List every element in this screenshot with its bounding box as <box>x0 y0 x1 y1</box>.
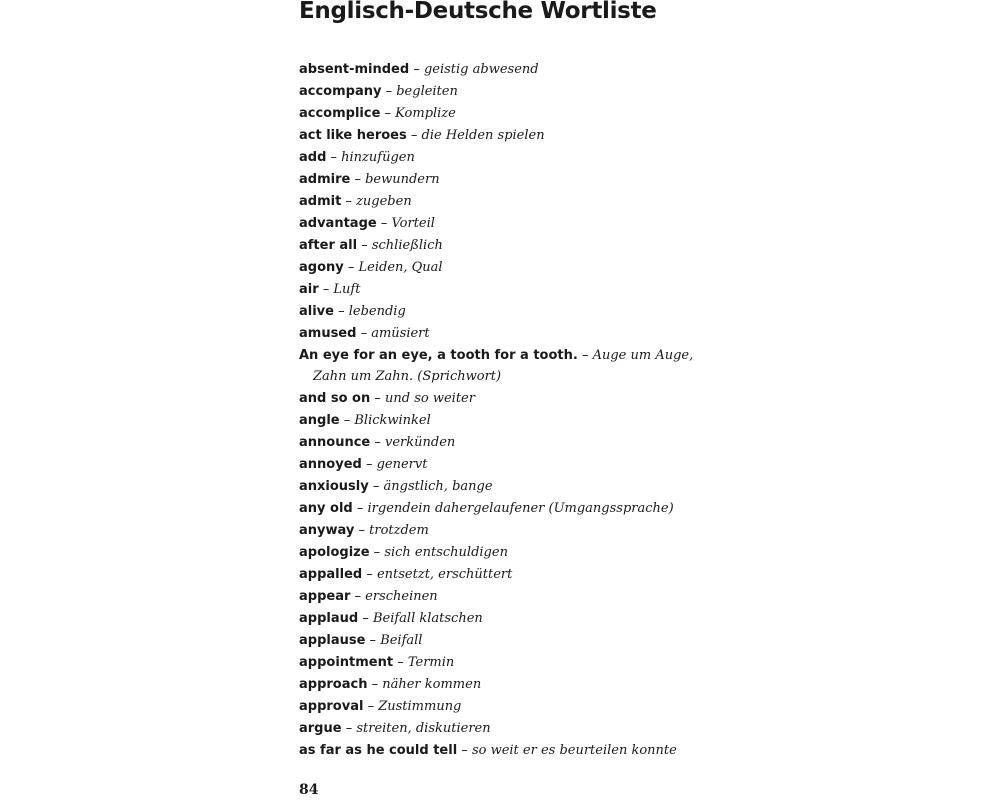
entry-separator: – <box>350 172 366 187</box>
word-list-entry <box>299 476 739 498</box>
german-translation: genervt <box>376 457 428 472</box>
german-translation: die Helden spielen <box>421 128 545 143</box>
german-translation: Komplize <box>395 106 456 121</box>
german-translation: geistig abwesend <box>423 62 539 77</box>
german-translation: näher kommen <box>382 677 482 692</box>
english-term: air <box>299 282 319 297</box>
word-list-entry <box>299 564 739 586</box>
english-term: An eye for an eye, a tooth for a tooth. <box>299 348 578 363</box>
entry-separator: – <box>409 62 424 77</box>
german-translation: lebendig <box>348 304 406 319</box>
german-translation: verkünden <box>385 435 456 450</box>
german-translation: Zustimmung <box>378 699 462 714</box>
german-translation: trotzdem <box>369 523 429 538</box>
english-term: accompany <box>299 84 382 99</box>
german-translation: ängstlich, bange <box>383 479 493 494</box>
word-list-entry <box>299 454 739 476</box>
german-translation: sich entschuldigen <box>384 545 508 560</box>
page-number: 84 <box>299 782 319 798</box>
german-translation: Auge um Auge, Zahn um Zahn. (Sprichwort) <box>313 348 694 384</box>
english-term: argue <box>299 721 342 736</box>
english-term: announce <box>299 435 371 450</box>
entry-separator: – <box>343 260 359 275</box>
english-term: angle <box>299 413 340 428</box>
german-translation: und so weiter <box>385 391 475 406</box>
word-list-entry <box>299 696 739 718</box>
word-list <box>299 59 739 762</box>
word-list-entry <box>299 652 739 674</box>
english-term: alive <box>299 304 334 319</box>
entry-separator: – <box>356 326 372 341</box>
entry-separator: – <box>350 589 366 604</box>
german-translation: Luft <box>333 282 361 297</box>
entry-separator: – <box>341 721 357 736</box>
word-list-entry <box>299 301 739 323</box>
english-term: add <box>299 150 327 165</box>
english-term: annoyed <box>299 457 362 472</box>
word-list-entry <box>299 323 739 345</box>
entry-separator: – <box>406 128 422 143</box>
word-list-entry <box>299 718 739 740</box>
word-list-entry <box>299 520 739 542</box>
book-page <box>299 0 739 800</box>
german-translation: Termin <box>407 655 455 670</box>
word-list-entry <box>299 740 739 762</box>
word-list-entry <box>299 191 739 213</box>
entry-separator: – <box>354 523 370 538</box>
entry-separator: – <box>369 545 385 560</box>
german-translation: Blickwinkel <box>354 413 431 428</box>
entry-separator: – <box>363 699 379 714</box>
english-term: as far as he could tell <box>299 743 458 758</box>
german-translation: so weit er es beurteilen konnte <box>471 743 677 758</box>
german-translation: zugeben <box>356 194 412 209</box>
german-translation: bewundern <box>365 172 440 187</box>
english-term: appalled <box>299 567 363 582</box>
entry-separator: – <box>341 194 357 209</box>
word-list-entry <box>299 169 739 191</box>
english-term: anxiously <box>299 479 369 494</box>
german-translation: hinzufügen <box>341 150 415 165</box>
entry-separator: – <box>362 567 377 582</box>
english-term: act like heroes <box>299 128 407 143</box>
entry-separator: – <box>457 743 472 758</box>
entry-separator: – <box>339 413 355 428</box>
entry-separator: – <box>376 216 392 231</box>
word-list-entry <box>299 586 739 608</box>
word-list-entry <box>299 147 739 169</box>
word-list-entry <box>299 59 739 81</box>
word-list-entry <box>299 608 739 630</box>
english-term: absent-minded <box>299 62 410 77</box>
english-term: any old <box>299 501 353 516</box>
german-translation: amüsiert <box>371 326 430 341</box>
entry-separator: – <box>370 391 386 406</box>
word-list-entry <box>299 81 739 103</box>
german-translation: erscheinen <box>365 589 438 604</box>
english-term: agony <box>299 260 344 275</box>
english-term: appointment <box>299 655 394 670</box>
german-translation: entsetzt, erschüttert <box>376 567 513 582</box>
english-term: after all <box>299 238 358 253</box>
german-translation: Beifall <box>380 633 423 648</box>
word-list-entry <box>299 388 739 410</box>
word-list-entry <box>299 345 723 388</box>
english-term: approval <box>299 699 364 714</box>
entry-separator: – <box>361 457 377 472</box>
word-list-entry <box>299 235 739 257</box>
english-term: appear <box>299 589 351 604</box>
german-translation: Leiden, Qual <box>358 260 443 275</box>
entry-separator: – <box>577 348 593 363</box>
page-title: Englisch-Deutsche Wortliste <box>299 0 657 24</box>
entry-separator: – <box>368 479 384 494</box>
word-list-entry <box>299 542 739 564</box>
english-term: apologize <box>299 545 370 560</box>
entry-separator: – <box>357 238 372 253</box>
german-translation: irgendein dahergelaufener (Umgangssprache) <box>367 501 674 516</box>
entry-separator: – <box>326 150 342 165</box>
word-list-entry <box>299 213 739 235</box>
entry-separator: – <box>380 106 396 121</box>
word-list-entry <box>299 630 739 652</box>
english-term: applaud <box>299 611 359 626</box>
word-list-entry <box>299 410 739 432</box>
english-term: admire <box>299 172 351 187</box>
entry-separator: – <box>370 435 386 450</box>
entry-separator: – <box>352 501 368 516</box>
entry-separator: – <box>358 611 373 626</box>
entry-separator: – <box>367 677 383 692</box>
german-translation: schließlich <box>371 238 443 253</box>
word-list-entry <box>299 103 739 125</box>
english-term: anyway <box>299 523 355 538</box>
english-term: applause <box>299 633 366 648</box>
english-term: approach <box>299 677 368 692</box>
english-term: accomplice <box>299 106 381 121</box>
english-term: advantage <box>299 216 377 231</box>
word-list-entry <box>299 498 739 520</box>
entry-separator: – <box>333 304 349 319</box>
german-translation: begleiten <box>396 84 458 99</box>
german-translation: streiten, diskutieren <box>356 721 491 736</box>
entry-separator: – <box>381 84 397 99</box>
word-list-entry <box>299 279 739 301</box>
word-list-entry <box>299 125 739 147</box>
word-list-entry <box>299 432 739 454</box>
english-term: admit <box>299 194 342 209</box>
entry-separator: – <box>393 655 408 670</box>
entry-separator: – <box>365 633 381 648</box>
word-list-entry <box>299 674 739 696</box>
english-term: amused <box>299 326 357 341</box>
entry-separator: – <box>318 282 334 297</box>
english-term: and so on <box>299 391 371 406</box>
word-list-entry <box>299 257 739 279</box>
german-translation: Vorteil <box>391 216 435 231</box>
german-translation: Beifall klatschen <box>372 611 483 626</box>
